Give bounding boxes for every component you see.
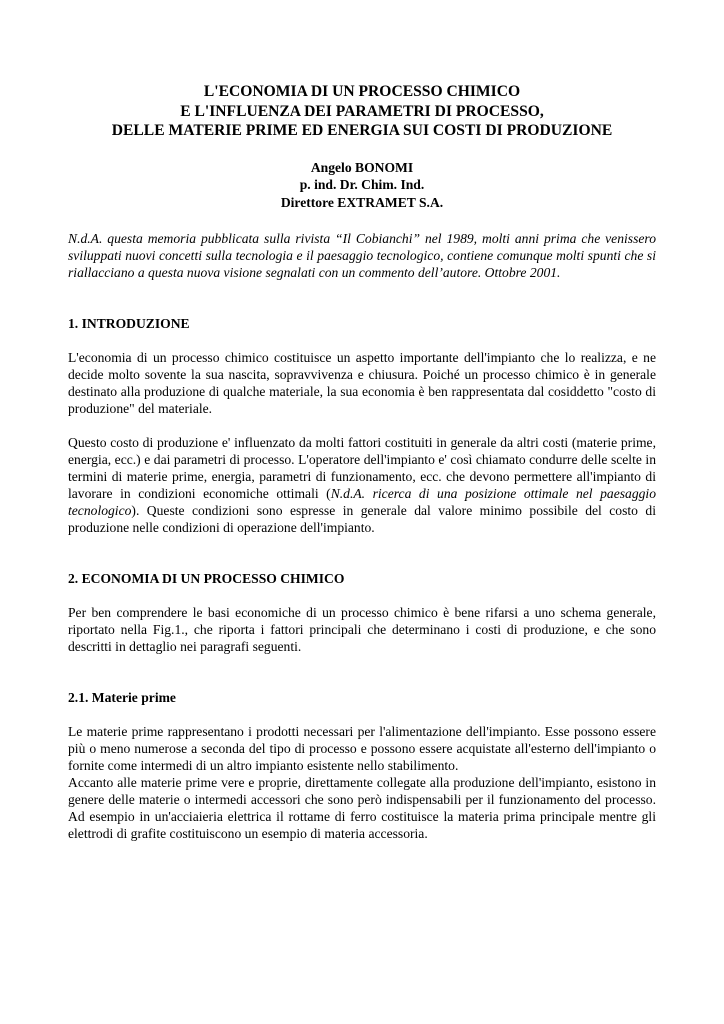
author-inline-note: N.d.A. ricerca di una posizione ottimale nel paesaggio tecnologico: [68, 486, 656, 518]
paragraph-text: ). Queste condizioni sono espresse in generale dal valore minimo possibile del costo di produzione nelle condizioni di operazione dell'impianto.: [68, 503, 656, 535]
author-name: Angelo BONOMI: [310, 159, 414, 175]
paragraph: [68, 434, 656, 536]
author-qualification: p. ind. Dr. Chim. Ind.: [299, 177, 425, 192]
paragraph: L'economia di un processo chimico costituisce un aspetto importante dell'impianto che lo realizza, e ne decide molto sovente la sua nascita, sopravvivenza e chiusura. Poiché un processo chimico è in generale destinato alla produzione di qualche materiale, la sua economia è ben rappresentata dal cosiddetto "costo di produzione" del materiale.: [68, 350, 656, 416]
author-role: Direttore EXTRAMET S.A.: [280, 194, 444, 210]
section-heading-materie-prime: 2.1. Materie prime: [68, 690, 176, 705]
author-block: [68, 159, 656, 212]
paragraph: Le materie prime rappresentano i prodotti necessari per l'alimentazione dell'impianto. Esse possono essere più o meno numerose a seconda del tipo di processo e possono essere acquistate all'esterno dell'impianto o fornite come intermedi di un altro impianto esistente nello stabilimento.: [68, 724, 656, 773]
paragraph: Accanto alle materie prime vere e proprie, direttamente collegate alla produzione dell'impianto, esistono in genere delle materie o intermedi accessori che sono però indispensabili per il funzionamento del processo. Ad esempio in un'acciaieria elettrica il rottame di ferro costituisce la materia prima principale mentre gli elettrodi di grafite costituiscono un esempio di materia accessoria.: [68, 775, 656, 841]
title-line-1: L'ECONOMIA DI UN PROCESSO CHIMICO: [203, 83, 521, 100]
document-title: [68, 82, 656, 141]
section-heading-introduzione: 1. INTRODUZIONE: [68, 316, 190, 331]
paragraph: Per ben comprendere le basi economiche di un processo chimico è bene rifarsi a uno schema generale, riportato nella Fig.1., che riporta i fattori principali che determinano i costi di produzione, e che sono descritti in dettaglio nei paragrafi seguenti.: [68, 605, 656, 654]
title-line-3: DELLE MATERIE PRIME ED ENERGIA SUI COSTI DI PRODUZIONE: [111, 122, 613, 139]
paragraph-text: Questo costo di produzione e' influenzato da molti fattori costituiti in generale da altri costi (materie prime, energia, ecc.) e dai parametri di processo. L'operatore dell'impianto e' così chiamato condurre delle scelte in termini di materie prime, energia, parametri di funzionamento, ecc. che devono permettere all'impianto di lavorare in condizioni economiche ottimali (: [68, 435, 656, 501]
section-heading-economia: 2. ECONOMIA DI UN PROCESSO CHIMICO: [68, 571, 345, 586]
title-line-2: E L'INFLUENZA DEI PARAMETRI DI PROCESSO,: [180, 102, 544, 120]
author-note: N.d.A. questa memoria pubblicata sulla rivista “Il Cobianchi” nel 1989, molti anni prima che venissero sviluppati nuovi concetti sulla tecnologia e il paesaggio tecnologico, contiene comunque molti spunti che si riallacciano a questa nuova visione segnalati con un commento dell’autore. Ottobre 2001.: [68, 231, 656, 280]
